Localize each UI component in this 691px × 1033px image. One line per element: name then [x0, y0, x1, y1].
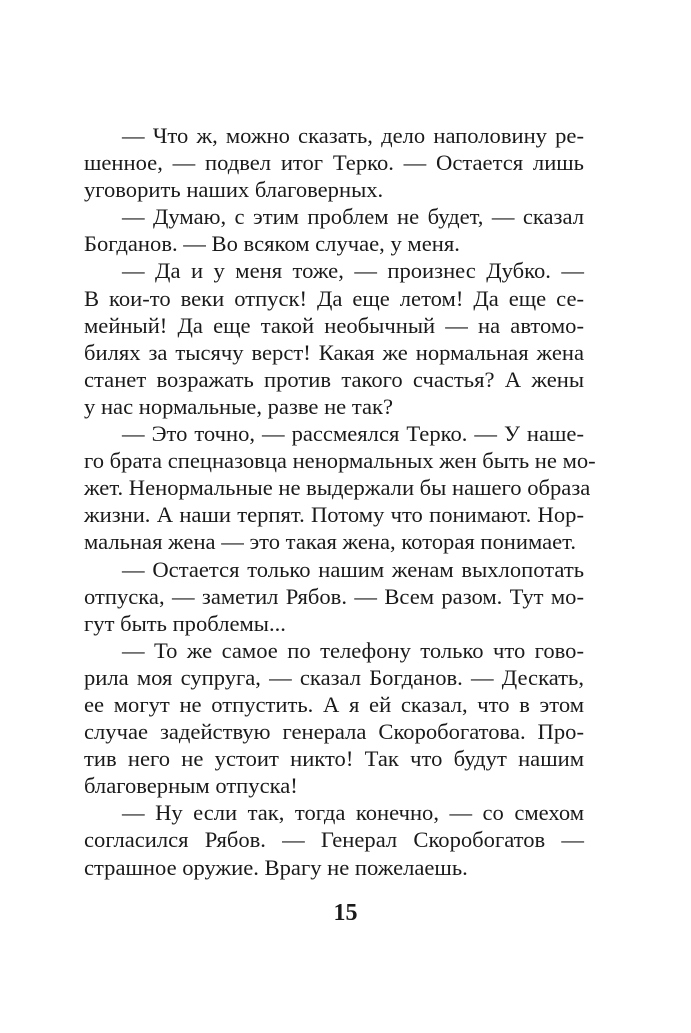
text-line: Богданов. — Во всяком случае, у меня. [84, 231, 460, 257]
text-line: билях за тысячу верст! Какая же нормальная жена [84, 339, 584, 365]
text-line: го брата спецназовца ненормальных жен быть не мо- [84, 448, 596, 474]
text-line: тив него не устоит никто! Так что будут нашим [84, 746, 584, 772]
paragraph [84, 799, 584, 880]
text-line: — Думаю, с этим проблем не будет, — сказал [122, 204, 584, 230]
paragraph [84, 203, 584, 257]
text-line: мейный! Да еще такой необычный — на автомо- [84, 312, 584, 338]
text-line: ее могут не отпустить. А я ей сказал, что в этом [84, 691, 584, 717]
text-line: жизни. А наши терпят. Потому что понимают. Нор- [84, 502, 584, 528]
text-line: уговорить наших благоверных. [84, 177, 384, 203]
paragraph [84, 257, 584, 420]
paragraph [84, 637, 584, 800]
text-line: В кои-то веки отпуск! Да еще летом! Да еще се- [84, 285, 584, 311]
text-line: гут быть проблемы... [84, 610, 286, 636]
text-line: станет возражать против такого счастья? А жены [84, 366, 584, 392]
text-line: — Да и у меня тоже, — произнес Дубко. — [122, 258, 584, 284]
text-line: — Остается только нашим женам выхлопотать [122, 556, 584, 582]
text-line: мальная жена — это такая жена, которая понимает. [84, 529, 576, 555]
text-line: жет. Ненормальные не выдержали бы нашего образа [84, 475, 591, 501]
text-line: — Что ж, можно сказать, дело наполовину ре- [122, 123, 584, 148]
body-text [84, 122, 596, 881]
text-line: шенное, — подвел итог Терко. — Остается лишь [84, 150, 584, 176]
paragraph [84, 122, 584, 203]
text-line: страшное оружие. Врагу не пожелаешь. [84, 854, 468, 880]
text-line: отпуска, — заметил Рябов. — Всем разом. Тут мо- [84, 583, 584, 609]
text-line: у нас нормальные, разве не так? [84, 393, 394, 419]
page-number: 15 [333, 900, 358, 926]
paragraph [84, 420, 596, 555]
text-line: рила моя супруга, — сказал Богданов. — Дескать, [84, 664, 584, 690]
text-line: благоверным отпуска! [84, 773, 298, 799]
paragraph [84, 556, 584, 637]
text-line: согласился Рябов. — Генерал Скоробогатов — [84, 827, 584, 853]
text-line: случае задействую генерала Скоробогатова. Про- [84, 719, 584, 745]
text-line: — Ну если так, тогда конечно, — со смехом [122, 800, 584, 826]
text-line: — То же самое по телефону только что гово- [122, 637, 584, 663]
text-line: — Это точно, — рассмеялся Терко. — У наше- [122, 421, 584, 447]
